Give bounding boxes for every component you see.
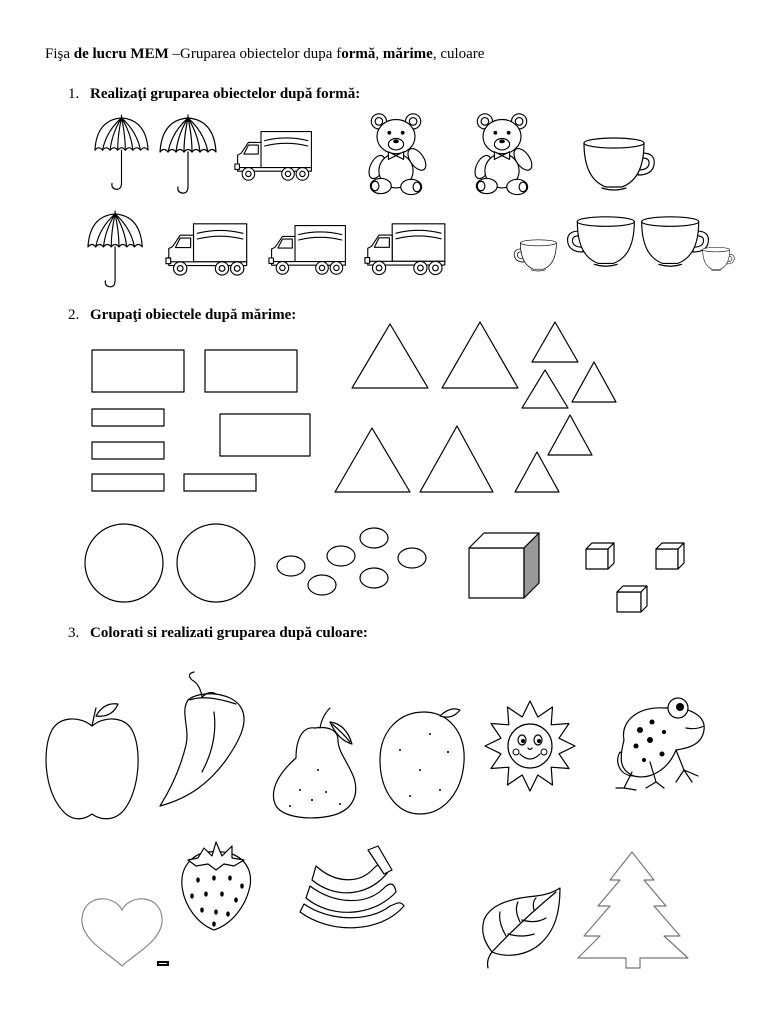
apple-icon	[46, 704, 138, 819]
oval-shape	[398, 548, 426, 568]
truck-icon	[166, 224, 247, 275]
cup-icon	[642, 217, 709, 266]
fir-tree-icon	[578, 852, 688, 968]
circle-shape	[177, 524, 255, 602]
cup-icon	[568, 217, 635, 266]
triangle-shape	[515, 452, 559, 492]
umbrella-icon	[95, 115, 148, 189]
task-2-heading	[68, 307, 296, 324]
oval-shape	[360, 568, 388, 588]
title-part: ,	[375, 46, 383, 62]
triangle-shape	[532, 322, 578, 362]
small-mark	[157, 961, 169, 966]
truck-icon	[235, 132, 312, 181]
title-part-bold: ormă	[341, 46, 376, 62]
cube-shape	[469, 533, 539, 598]
truck-icon	[269, 226, 346, 275]
rectangle-shape	[92, 442, 164, 459]
teddy-bear-icon	[472, 114, 536, 195]
cube-shape	[656, 543, 684, 569]
frog-icon	[616, 698, 704, 790]
title-part: –Gruparea obiectelor dupa f	[168, 46, 342, 62]
task-text: Colorati si realizati gruparea după culoare:	[90, 625, 368, 641]
worksheet-title	[45, 46, 484, 63]
cup-icon	[514, 240, 556, 271]
oval-shape	[277, 556, 305, 576]
umbrella-icon	[160, 115, 216, 193]
cube-shape	[617, 586, 647, 612]
task-number: 3.	[68, 625, 80, 641]
lemon-icon	[380, 709, 464, 814]
task-number: 2.	[68, 307, 80, 323]
bananas-icon	[300, 846, 404, 928]
oval-shape	[308, 575, 336, 595]
pear-icon	[273, 708, 355, 818]
umbrella-icon	[88, 211, 142, 287]
cup-icon	[703, 247, 735, 270]
task-text: Grupaţi obiectele după mărime:	[90, 307, 297, 323]
task-text: Realizaţi gruparea obiectelor după formă:	[90, 86, 361, 102]
title-part: , culoare	[432, 46, 485, 62]
strawberry-icon	[182, 842, 251, 930]
triangle-shape	[335, 428, 410, 492]
teddy-bear-icon	[366, 114, 430, 195]
task-1-heading	[68, 86, 360, 103]
task-number: 1.	[68, 86, 80, 102]
task-3-heading	[68, 625, 368, 642]
heart-icon	[82, 899, 162, 966]
rectangle-shape	[184, 474, 256, 491]
triangle-shape	[572, 362, 616, 402]
cup-icon	[584, 138, 654, 190]
triangle-shape	[548, 415, 592, 455]
oval-shape	[360, 528, 388, 548]
oval-shape	[327, 546, 355, 566]
triangle-shape	[420, 426, 493, 492]
rectangle-shape	[92, 350, 184, 392]
title-part-bold: de lucru MEM	[73, 46, 169, 62]
circle-shape	[85, 524, 163, 602]
pepper-icon	[160, 672, 244, 806]
truck-icon	[365, 224, 445, 275]
title-part-bold: mărime	[382, 46, 433, 62]
triangle-shape	[522, 370, 568, 408]
triangle-shape	[442, 322, 518, 388]
rectangle-shape	[92, 409, 164, 426]
cube-shape	[586, 543, 614, 569]
sun-icon	[485, 701, 575, 791]
rectangle-shape	[220, 414, 310, 456]
rectangle-shape	[205, 350, 297, 392]
title-part: Fişa	[45, 46, 74, 62]
leaf-icon	[483, 888, 560, 968]
rectangle-shape	[92, 474, 164, 491]
triangle-shape	[352, 324, 428, 388]
